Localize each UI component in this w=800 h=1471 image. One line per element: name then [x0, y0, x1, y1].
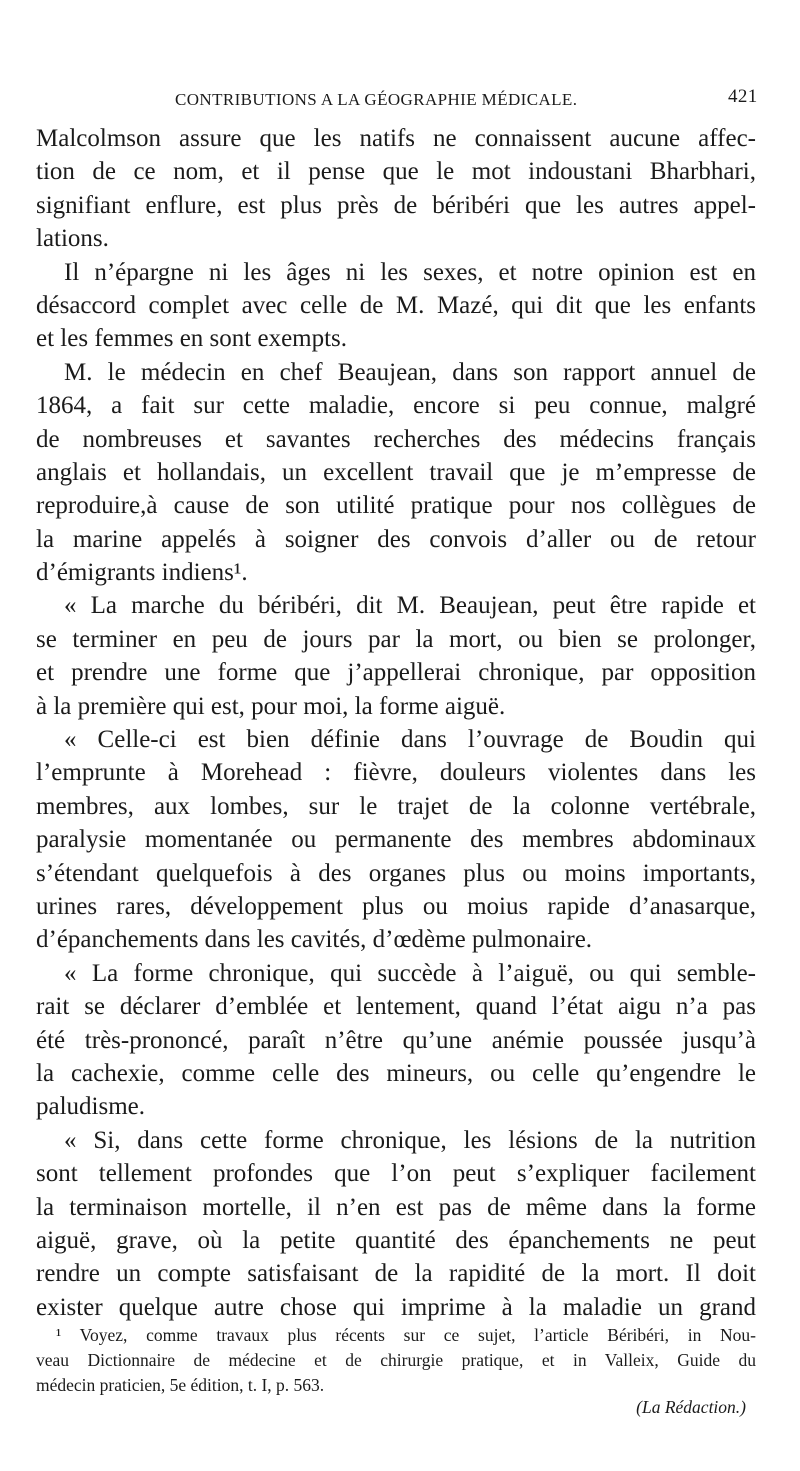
text-line: et les femmes en sont exempts.	[36, 325, 348, 353]
text-line: Malcolmson assure que les natifs ne connaissent aucune affec-	[36, 125, 756, 152]
text-line: lations.	[36, 225, 109, 253]
text-line: l’emprunte à Morehead : fièvre, douleurs violentes dans les	[36, 759, 756, 787]
text-line: s’étendant quelquefois à des organes plus ou moins importants,	[36, 859, 756, 887]
text-line: membres, aux lombes, sur le trajet de la colonne vertébrale,	[36, 792, 756, 820]
text-line: rendre un compte satisfaisant de la rapidité de la mort. Il doit	[36, 1260, 756, 1288]
text-line: « La marche du béribéri, dit M. Beaujean, peut être rapide et	[64, 592, 756, 620]
body-text	[36, 122, 756, 1324]
text-line: reproduire,à cause de son utilité pratique pour nos collègues de	[36, 492, 756, 520]
text-line: « La forme chronique, qui succède à l’aiguë, ou qui semble-	[64, 959, 756, 987]
page-number: 421	[728, 86, 758, 107]
text-line: rait se déclarer d’emblée et lentement, quand l’état aigu n’a pas	[36, 993, 756, 1021]
footnote-line: ¹ Voyez, comme travaux plus récents sur ce sujet, l’article Béribéri, in Nou-	[56, 1325, 756, 1345]
footnote-line: veau Dictionnaire de médecine et de chirurgie pratique, et in Valleix, Guide du	[36, 1350, 756, 1370]
text-line: se terminer en peu de jours par la mort, ou bien se prolonger,	[36, 625, 756, 653]
text-line: « Si, dans cette forme chronique, les lésions de la nutrition	[64, 1126, 756, 1154]
text-line: été très-prononcé, paraît n’être qu’une anémie poussée jusqu’à	[36, 1026, 756, 1054]
text-line: « Celle-ci est bien définie dans l’ouvrage de Boudin qui	[64, 726, 756, 754]
text-line: et prendre une forme que j’appellerai chronique, par opposition	[36, 659, 756, 687]
text-line: exister quelque autre chose qui imprime à la maladie un grand	[36, 1293, 756, 1321]
text-line: paralysie momentanée ou permanente des membres abdominaux	[36, 826, 756, 854]
text-line: aiguë, grave, où la petite quantité des épanchements ne peut	[36, 1226, 756, 1254]
text-line: paludisme.	[36, 1093, 146, 1121]
text-line: sont tellement profondes que l’on peut s’expliquer facilement	[36, 1160, 756, 1188]
text-line: de nombreuses et savantes recherches des médecins français	[36, 425, 756, 453]
editorial-signature: (La Rédaction.)	[636, 1397, 746, 1417]
running-title: CONTRIBUTIONS A LA GÉOGRAPHIE MÉDICALE.	[175, 90, 578, 109]
text-line: d’émigrants indiens¹.	[36, 559, 248, 587]
text-line: signifiant enflure, est plus près de béribéri que les autres appel-	[36, 191, 756, 219]
text-line: 1864, a fait sur cette maladie, encore si peu connue, malgré	[36, 392, 756, 420]
text-line: tion de ce nom, et il pense que le mot indoustani Bharbhari,	[36, 158, 756, 186]
text-line: anglais et hollandais, un excellent travail que je m’empresse de	[36, 458, 756, 486]
text-line: désaccord complet avec celle de M. Mazé, qui dit que les enfants	[36, 291, 756, 319]
text-line: urines rares, développement plus ou moius rapide d’anasarque,	[36, 892, 756, 920]
text-line: d’épanchements dans les cavités, d’œdème pulmonaire.	[36, 926, 593, 954]
text-line: Il n’épargne ni les âges ni les sexes, et notre opinion est en	[64, 258, 756, 286]
text-line: à la première qui est, pour moi, la forme aiguë.	[36, 692, 506, 720]
text-line: la marine appelés à soigner des convois d’aller ou de retour	[36, 525, 756, 553]
footnote	[36, 1323, 756, 1398]
footnote-line: médecin praticien, 5e édition, t. I, p. 563.	[36, 1375, 325, 1395]
text-line: la terminaison mortelle, il n’en est pas de même dans la forme	[36, 1193, 756, 1221]
text-line: la cachexie, comme celle des mineurs, ou celle qu’engendre le	[36, 1059, 756, 1087]
text-line: M. le médecin en chef Beaujean, dans son rapport annuel de	[64, 358, 756, 386]
